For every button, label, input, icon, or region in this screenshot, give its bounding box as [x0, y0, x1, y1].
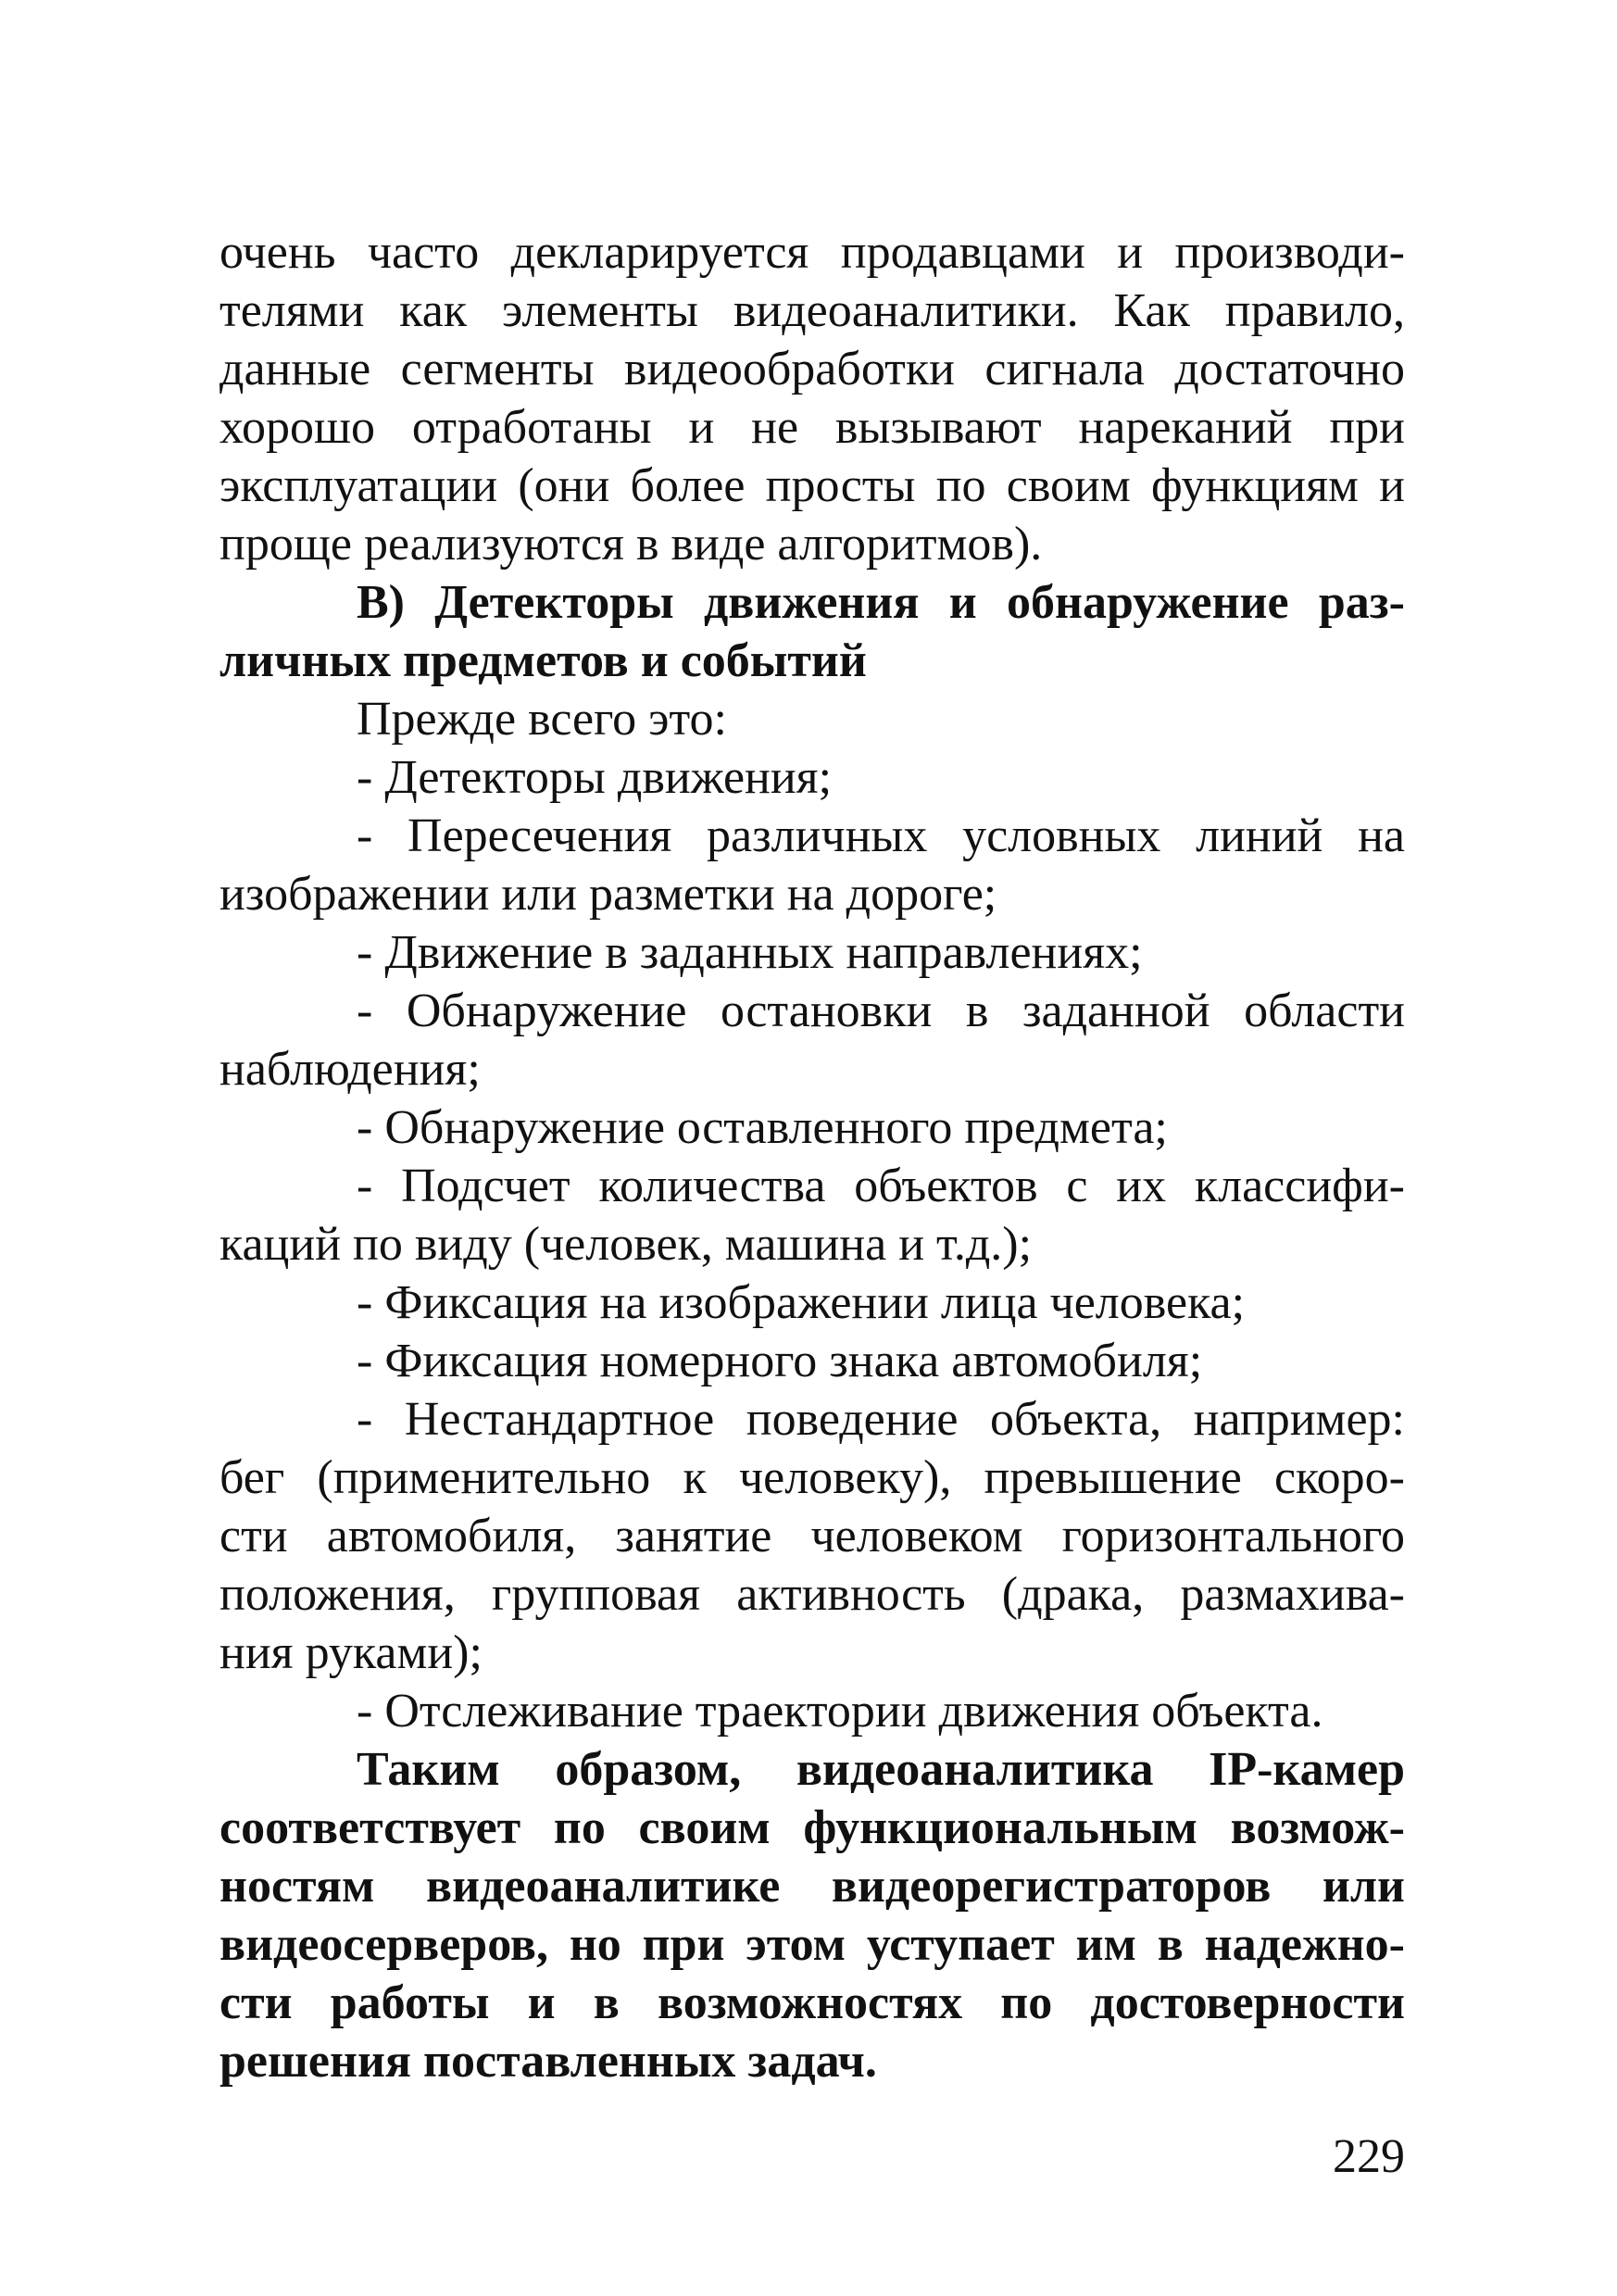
list-intro: Прежде всего это:: [357, 693, 727, 746]
conclusion-line: сти работы и в возможностях по достоверности: [219, 1976, 1405, 2029]
list-item: - Обнаружение остановки в заданной области: [357, 985, 1405, 1037]
intro-line: хорошо отработаны и не вызывают нареканий при: [219, 401, 1405, 454]
list-item-continuation: наблюдения;: [219, 1043, 481, 1096]
conclusion-line: решения поставленных задач.: [219, 2035, 877, 2088]
list-item-continuation: каций по виду (человек, машина и т.д.);: [219, 1218, 1033, 1271]
page-number: 229: [1333, 2130, 1405, 2183]
list-item: - Движение в заданных направлениях;: [357, 926, 1143, 979]
conclusion-line: видеосерверов, но при этом уступает им в надежно-: [219, 1918, 1405, 1971]
list-item-continuation: положения, групповая активность (драка, размахива-: [219, 1568, 1405, 1621]
list-item-continuation: бег (применительно к человеку), превышение скоро-: [219, 1451, 1405, 1504]
list-item: - Пересечения различных условных линий на: [357, 809, 1405, 862]
list-item-continuation: сти автомобиля, занятие человеком горизонтального: [219, 1510, 1405, 1562]
list-item: - Отслеживание траектории движения объекта.: [357, 1685, 1323, 1738]
intro-line: очень часто декларируется продавцами и производи-: [219, 226, 1405, 279]
section-heading-line: В) Детекторы движения и обнаружение раз-: [357, 576, 1405, 629]
list-item: - Подсчет количества объектов с их классифи-: [357, 1160, 1405, 1212]
conclusion-line: Таким образом, видеоаналитика IP-камер: [357, 1743, 1405, 1796]
list-item: - Обнаружение оставленного предмета;: [357, 1101, 1168, 1154]
intro-line: проще реализуются в виде алгоритмов).: [219, 518, 1043, 571]
list-item-continuation: изображении или разметки на дороге;: [219, 868, 997, 921]
intro-line: эксплуатации (они более просты по своим функциям и: [219, 459, 1405, 512]
list-item: - Фиксация на изображении лица человека;: [357, 1276, 1246, 1329]
section-heading-line: личных предметов и событий: [219, 634, 867, 687]
list-item: - Детекторы движения;: [357, 751, 833, 804]
intro-line: данные сегменты видеообработки сигнала достаточно: [219, 343, 1405, 395]
list-item: - Фиксация номерного знака автомобиля;: [357, 1335, 1203, 1387]
list-item-continuation: ния руками);: [219, 1626, 483, 1679]
conclusion-line: соответствует по своим функциональным возмож-: [219, 1801, 1405, 1854]
intro-line: телями как элементы видеоаналитики. Как правило,: [219, 284, 1405, 337]
list-item: - Нестандартное поведение объекта, например:: [357, 1393, 1405, 1446]
conclusion-line: ностям видеоаналитике видеорегистраторов или: [219, 1860, 1405, 1913]
